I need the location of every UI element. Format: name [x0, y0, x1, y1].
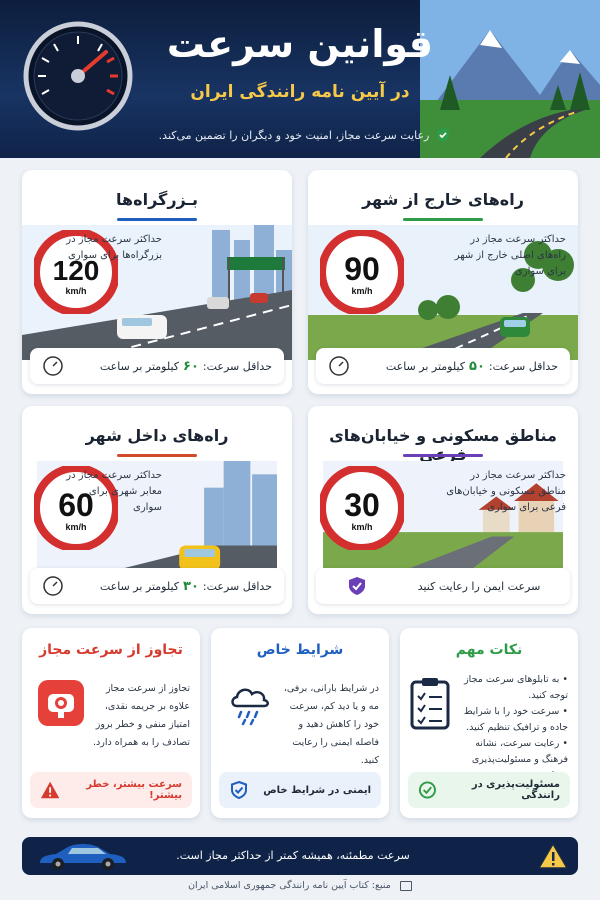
card-title: راه‌های داخل شهر: [85, 426, 229, 445]
speed-camera-icon: [38, 680, 84, 726]
tips-list: [460, 672, 568, 784]
title-underline: [117, 218, 197, 221]
info-card-violation: [22, 628, 200, 818]
card-highway: [22, 170, 292, 394]
tip-item: • به تابلوهای سرعت مجاز توجه کنید.: [464, 674, 568, 701]
min-speed-label: حداقل سرعت:: [202, 359, 272, 373]
min-speed-value: ۶۰: [183, 358, 199, 374]
gauge-icon: [42, 575, 64, 597]
warning-icon: [40, 780, 60, 800]
special-bar: [219, 772, 381, 808]
info-card-tips: [400, 628, 578, 818]
tip-item: • رعایت سرعت، نشانه فرهنگ و مسئولیت‌پذیری: [471, 738, 568, 765]
speed-unit: km/h: [351, 522, 373, 532]
min-speed: [100, 579, 272, 594]
rain-cloud-icon: [227, 680, 273, 726]
title-underline: [403, 218, 483, 221]
card-residential: [308, 406, 578, 614]
card-title: بـزرگراه‌ها: [116, 190, 198, 209]
min-speed-unit: کیلومتر بر ساعت: [99, 359, 180, 373]
violation-bar: [30, 772, 192, 808]
min-speed-unit: کیلومتر بر ساعت: [99, 579, 180, 593]
min-speed-label: حداقل سرعت:: [202, 579, 272, 593]
min-speed-bar: [30, 568, 284, 604]
info-title: نکات مهم: [455, 642, 523, 658]
speed-value: 90: [344, 251, 380, 287]
card-outside-city: [308, 170, 578, 394]
card-description: حداکثر سرعت مجاز در مناطق مسکونی و خیابان‌های فرعی برای سواری: [446, 470, 566, 513]
warning-icon: [538, 843, 568, 869]
speedometer-icon: [22, 20, 134, 132]
tips-bar-text: مسئولیت‌پذیری در رانندگی: [471, 779, 560, 801]
shield-check-icon: [435, 127, 451, 143]
check-circle-icon: [418, 780, 437, 800]
card-description: حداکثر سرعت مجاز در بزرگراه‌ها برای سواری: [66, 234, 162, 261]
min-speed-unit: کیلومتر بر ساعت: [385, 359, 466, 373]
min-speed-value: ۵۰: [469, 358, 485, 374]
book-icon: [400, 881, 412, 891]
speed-unit: km/h: [351, 286, 373, 296]
source-credit: [0, 880, 600, 891]
blue-car-icon: [32, 841, 132, 871]
speed-value: 60: [58, 487, 94, 523]
violation-bar-text: سرعت بیشتر، خطر بیشتر!: [86, 779, 182, 801]
source-text: منبع: کتاب آیین نامه رانندگی جمهوری اسلامی ایران: [188, 880, 391, 891]
page-title: قوانین سرعت: [166, 22, 434, 66]
speed-value: 120: [52, 255, 100, 286]
tip-item: • سرعت خود را با شرایط جاده و ترافیک تنظیم کنید.: [463, 706, 568, 733]
shield-check-icon: [229, 780, 249, 800]
gauge-icon: [42, 355, 64, 377]
title-underline: [403, 454, 483, 457]
safe-speed-bar: [316, 568, 570, 604]
safe-speed-text: سرعت ایمن را رعایت کنید: [417, 579, 541, 593]
card-title: مناطق مسکونی و خیابان‌های: [329, 426, 557, 445]
info-title: تجاوز از سرعت مجاز: [39, 642, 183, 658]
speed-value: 30: [344, 487, 380, 523]
speed-limit-sign: [320, 230, 404, 314]
tagline-text: رعایت سرعت مجاز، امنیت خود و دیگران را تضمین می‌کند.: [158, 128, 430, 142]
info-card-special: [211, 628, 389, 818]
speed-unit: km/h: [65, 286, 87, 296]
violation-text: تجاوز از سرعت مجاز علاوه بر جریمه نقدی، امتیاز منفی و خطر بروز تصادف را به همراه دارد.: [93, 683, 190, 748]
tips-bar: [408, 772, 570, 808]
bottom-banner: [22, 837, 578, 875]
special-text: در شرایط بارانی، برفی، مه و یا دید کم، سرعت خود را کاهش دهید و فاصله ایمنی را رعایت کنید.: [283, 683, 379, 766]
speed-limit-sign: [320, 466, 404, 550]
min-speed: [100, 359, 272, 374]
bottom-text: سرعت مطمئنه، همیشه کمتر از حداکثر مجاز است.: [176, 849, 410, 862]
card-title: راه‌های خارج از شهر: [362, 190, 524, 209]
card-inside-city: [22, 406, 292, 614]
card-description: حداکثر سرعت مجاز در معابر شهری برای سواری: [66, 470, 162, 513]
info-title: شرایط خاص: [256, 642, 344, 658]
checklist-icon: [410, 678, 450, 730]
gauge-icon: [328, 355, 350, 377]
card-description: حداکثر سرعت مجاز در راه‌های اصلی خارج از شهر برای سواری: [454, 234, 566, 277]
title-underline: [117, 454, 197, 457]
min-speed-value: ۳۰: [183, 578, 199, 594]
speed-unit: km/h: [65, 522, 87, 532]
shield-check-icon: [346, 575, 368, 597]
header-tagline: [150, 124, 460, 146]
special-bar-text: ایمنی در شرایط خاص: [263, 784, 371, 796]
min-speed-bar: [30, 348, 284, 384]
min-speed-label: حداقل سرعت:: [488, 359, 558, 373]
header-banner: [0, 0, 600, 158]
page-subtitle: در آیین نامه رانندگی ایران: [190, 82, 410, 102]
min-speed-bar: [316, 348, 570, 384]
min-speed: [386, 359, 558, 374]
